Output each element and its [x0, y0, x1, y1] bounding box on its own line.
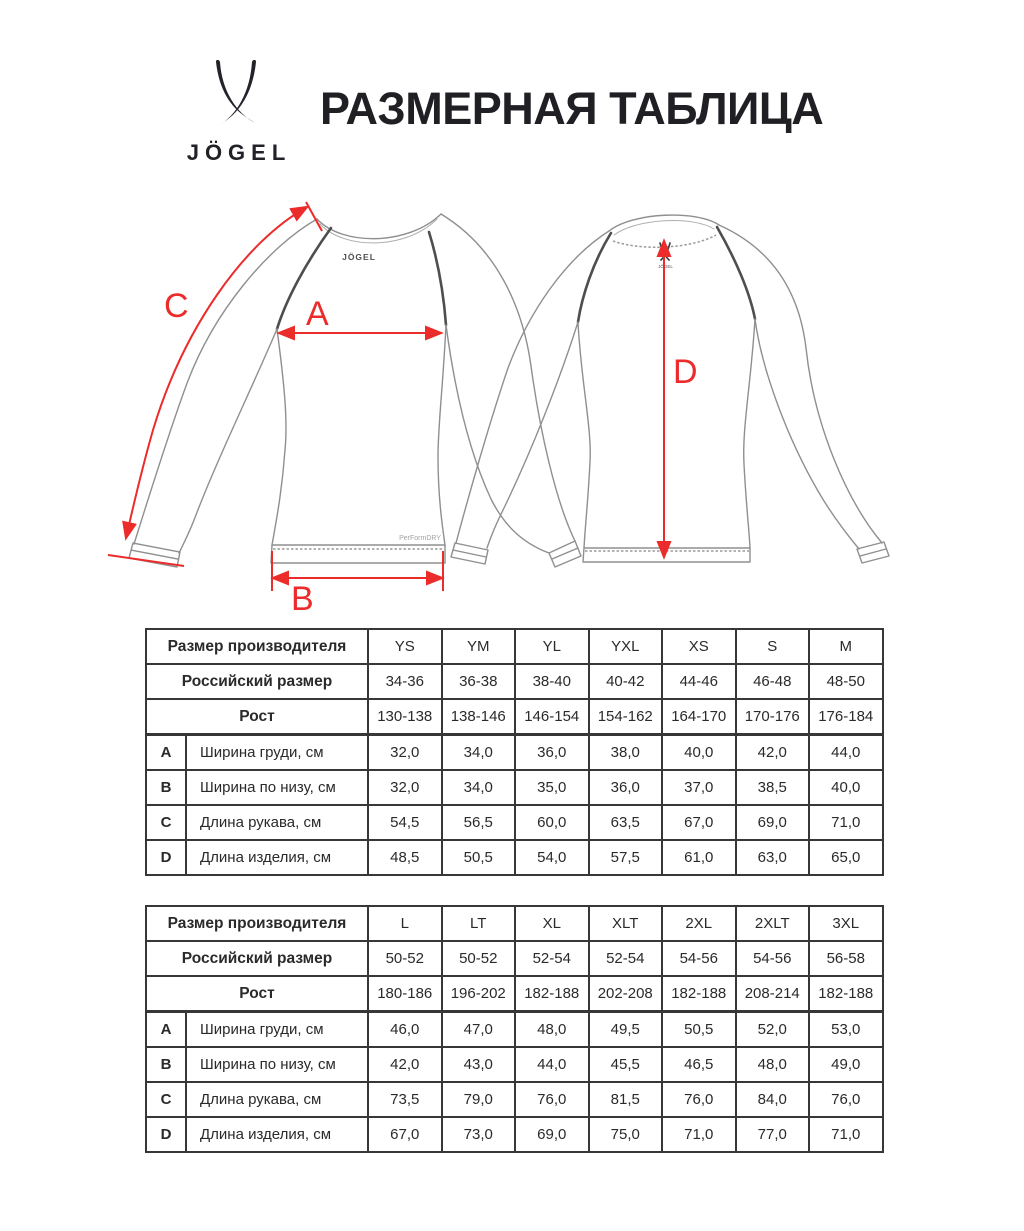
size-value-cell: 38-40 — [515, 664, 589, 699]
header-row-label: Рост — [146, 976, 368, 1012]
back-measurements — [664, 241, 698, 557]
measure-letter-cell: B — [146, 770, 186, 805]
measure-value-cell: 48,0 — [515, 1012, 589, 1048]
back-collar-inner — [614, 221, 714, 235]
front-left-sleeve-inner — [179, 329, 277, 553]
size-value-cell: XLT — [589, 906, 663, 941]
back-torso-right — [744, 319, 755, 548]
size-value-cell: 48-50 — [809, 664, 883, 699]
size-value-cell: 52-54 — [515, 941, 589, 976]
back-view-shirt — [451, 215, 889, 564]
measure-value-cell: 46,0 — [368, 1012, 442, 1048]
header-row-label: Российский размер — [146, 941, 368, 976]
measure-value-cell: 35,0 — [515, 770, 589, 805]
header-row-label: Рост — [146, 699, 368, 735]
measure-label-c: C — [164, 287, 189, 325]
measure-value-cell: 73,0 — [442, 1117, 516, 1152]
measure-value-cell: 76,0 — [662, 1082, 736, 1117]
measure-label-cell: Длина изделия, см — [186, 1117, 368, 1152]
front-view-shirt — [129, 214, 581, 567]
size-value-cell: M — [809, 629, 883, 664]
front-hem-band — [271, 545, 445, 563]
measure-value-cell: 34,0 — [442, 770, 516, 805]
back-left-sleeve-outer — [456, 231, 609, 543]
front-chest-logo-text: JÖGEL — [342, 252, 376, 262]
measure-letter-cell: D — [146, 840, 186, 875]
measure-label-d: D — [673, 353, 698, 391]
back-torso-left — [578, 322, 590, 548]
size-value-cell: 50-52 — [368, 941, 442, 976]
measure-value-cell: 56,5 — [442, 805, 516, 840]
front-torso-left — [272, 329, 286, 545]
measure-value-cell: 79,0 — [442, 1082, 516, 1117]
measure-value-cell: 76,0 — [515, 1082, 589, 1117]
measure-row — [146, 1082, 883, 1117]
measure-letter-cell: C — [146, 1082, 186, 1117]
measure-value-cell: 84,0 — [736, 1082, 810, 1117]
measure-value-cell: 40,0 — [809, 770, 883, 805]
size-value-cell: 44-46 — [662, 664, 736, 699]
measure-label-cell: Ширина по низу, см — [186, 1047, 368, 1082]
measure-value-cell: 50,5 — [662, 1012, 736, 1048]
measure-value-cell: 63,0 — [736, 840, 810, 875]
size-value-cell: 138-146 — [442, 699, 516, 735]
size-value-cell: LT — [442, 906, 516, 941]
brand-logo-icon — [209, 60, 263, 136]
front-right-sleeve-inner — [446, 325, 549, 553]
measure-value-cell: 57,5 — [589, 840, 663, 875]
measure-label-cell: Длина рукава, см — [186, 805, 368, 840]
measure-value-cell: 77,0 — [736, 1117, 810, 1152]
measure-value-cell: 46,5 — [662, 1047, 736, 1082]
measure-value-cell: 38,5 — [736, 770, 810, 805]
measure-value-cell: 54,0 — [515, 840, 589, 875]
back-left-cuff-line — [453, 550, 486, 557]
size-value-cell: 3XL — [809, 906, 883, 941]
header-row — [146, 699, 883, 735]
size-value-cell: 182-188 — [809, 976, 883, 1012]
measure-label-cell: Ширина груди, см — [186, 735, 368, 771]
measure-value-cell: 38,0 — [589, 735, 663, 771]
size-value-cell: 202-208 — [589, 976, 663, 1012]
measure-value-cell: 73,5 — [368, 1082, 442, 1117]
front-left-sleeve-outer — [134, 219, 317, 544]
size-value-cell: 164-170 — [662, 699, 736, 735]
measure-row — [146, 735, 883, 771]
size-value-cell: 2XLT — [736, 906, 810, 941]
measure-label-a: A — [306, 295, 329, 333]
measure-value-cell: 34,0 — [442, 735, 516, 771]
size-value-cell: 40-42 — [589, 664, 663, 699]
front-left-cuff-line — [131, 550, 178, 559]
measure-value-cell: 48,5 — [368, 840, 442, 875]
measure-value-cell: 67,0 — [662, 805, 736, 840]
measure-value-cell: 61,0 — [662, 840, 736, 875]
measure-value-cell: 65,0 — [809, 840, 883, 875]
header-row — [146, 906, 883, 941]
size-value-cell: S — [736, 629, 810, 664]
back-right-cuff-line — [860, 549, 886, 556]
measure-value-cell: 63,5 — [589, 805, 663, 840]
size-value-cell: 56-58 — [809, 941, 883, 976]
measure-value-cell: 40,0 — [662, 735, 736, 771]
front-torso-right — [438, 325, 446, 545]
page-title: РАЗМЕРНАЯ ТАБЛИЦА — [320, 83, 824, 134]
size-value-cell: YM — [442, 629, 516, 664]
header-row-label: Размер производителя — [146, 906, 368, 941]
measure-value-cell: 60,0 — [515, 805, 589, 840]
measure-arrow-c — [126, 207, 307, 538]
measure-value-cell: 53,0 — [809, 1012, 883, 1048]
size-value-cell: YXL — [589, 629, 663, 664]
measure-value-cell: 71,0 — [662, 1117, 736, 1152]
size-value-cell: 50-52 — [442, 941, 516, 976]
size-value-cell: 146-154 — [515, 699, 589, 735]
measure-value-cell: 44,0 — [515, 1047, 589, 1082]
back-right-sleeve-outer — [719, 225, 882, 543]
measure-value-cell: 42,0 — [368, 1047, 442, 1082]
size-value-cell: XS — [662, 629, 736, 664]
size-value-cell: YS — [368, 629, 442, 664]
measure-value-cell: 81,5 — [589, 1082, 663, 1117]
back-right-raglan-seam — [717, 227, 755, 319]
brand-logo — [166, 60, 306, 166]
measure-letter-cell: B — [146, 1047, 186, 1082]
measure-label-cell: Длина изделия, см — [186, 840, 368, 875]
back-left-raglan-seam — [578, 233, 611, 322]
size-value-cell: 46-48 — [736, 664, 810, 699]
measure-value-cell: 43,0 — [442, 1047, 516, 1082]
measure-value-cell: 49,0 — [809, 1047, 883, 1082]
measure-value-cell: 36,0 — [515, 735, 589, 771]
size-table-adult-tall — [145, 905, 884, 1153]
size-value-cell: 154-162 — [589, 699, 663, 735]
size-value-cell: 52-54 — [589, 941, 663, 976]
measure-value-cell: 50,5 — [442, 840, 516, 875]
measure-value-cell: 37,0 — [662, 770, 736, 805]
measure-label-cell: Ширина по низу, см — [186, 770, 368, 805]
size-value-cell: 170-176 — [736, 699, 810, 735]
header-row-label: Российский размер — [146, 664, 368, 699]
size-value-cell: 2XL — [662, 906, 736, 941]
size-value-cell: 196-202 — [442, 976, 516, 1012]
back-hem-band — [583, 548, 750, 562]
measure-row — [146, 1047, 883, 1082]
measure-row — [146, 805, 883, 840]
measure-value-cell: 32,0 — [368, 770, 442, 805]
measure-value-cell: 67,0 — [368, 1117, 442, 1152]
measure-row — [146, 1012, 883, 1048]
measure-value-cell: 45,5 — [589, 1047, 663, 1082]
size-value-cell: YL — [515, 629, 589, 664]
measure-value-cell: 49,5 — [589, 1012, 663, 1048]
size-value-cell: L — [368, 906, 442, 941]
size-value-cell: 180-186 — [368, 976, 442, 1012]
measure-tick-c-bottom — [108, 555, 184, 566]
header-row-label: Размер производителя — [146, 629, 368, 664]
measure-value-cell: 42,0 — [736, 735, 810, 771]
measure-label-cell: Длина рукава, см — [186, 1082, 368, 1117]
size-value-cell: 34-36 — [368, 664, 442, 699]
measure-value-cell: 75,0 — [589, 1117, 663, 1152]
size-value-cell: 208-214 — [736, 976, 810, 1012]
measure-tick-c-top — [306, 202, 322, 231]
measure-letter-cell: A — [146, 735, 186, 771]
size-value-cell: 54-56 — [662, 941, 736, 976]
measure-value-cell: 76,0 — [809, 1082, 883, 1117]
measure-label-cell: Ширина груди, см — [186, 1012, 368, 1048]
size-value-cell: 182-188 — [515, 976, 589, 1012]
measure-value-cell: 71,0 — [809, 805, 883, 840]
measure-row — [146, 1117, 883, 1152]
measure-letter-cell: A — [146, 1012, 186, 1048]
measure-letter-cell: C — [146, 805, 186, 840]
front-right-raglan-seam — [429, 232, 446, 325]
back-neck-logo-text: JÖGEL — [658, 264, 673, 269]
measure-label-b: B — [291, 580, 314, 618]
measure-value-cell: 52,0 — [736, 1012, 810, 1048]
measure-value-cell: 71,0 — [809, 1117, 883, 1152]
size-value-cell: 130-138 — [368, 699, 442, 735]
measure-letter-cell: D — [146, 1117, 186, 1152]
header-row — [146, 629, 883, 664]
header-row — [146, 941, 883, 976]
size-value-cell: XL — [515, 906, 589, 941]
measure-row — [146, 770, 883, 805]
front-fabric-label: PerFormDRY — [399, 535, 441, 542]
front-neckline-inner — [320, 219, 437, 243]
size-table-youth-adult — [145, 628, 884, 876]
measure-row — [146, 840, 883, 875]
measure-value-cell: 69,0 — [515, 1117, 589, 1152]
size-value-cell: 54-56 — [736, 941, 810, 976]
header-row — [146, 664, 883, 699]
header-row — [146, 976, 883, 1012]
size-value-cell: 36-38 — [442, 664, 516, 699]
measure-value-cell: 48,0 — [736, 1047, 810, 1082]
brand-logo-word: JÖGEL — [186, 140, 292, 165]
measure-value-cell: 44,0 — [809, 735, 883, 771]
garment-diagram — [90, 185, 970, 625]
measure-value-cell: 36,0 — [589, 770, 663, 805]
measure-value-cell: 54,5 — [368, 805, 442, 840]
size-value-cell: 176-184 — [809, 699, 883, 735]
measure-value-cell: 32,0 — [368, 735, 442, 771]
measure-value-cell: 69,0 — [736, 805, 810, 840]
size-value-cell: 182-188 — [662, 976, 736, 1012]
front-right-sleeve-outer — [441, 214, 575, 541]
measure-value-cell: 47,0 — [442, 1012, 516, 1048]
